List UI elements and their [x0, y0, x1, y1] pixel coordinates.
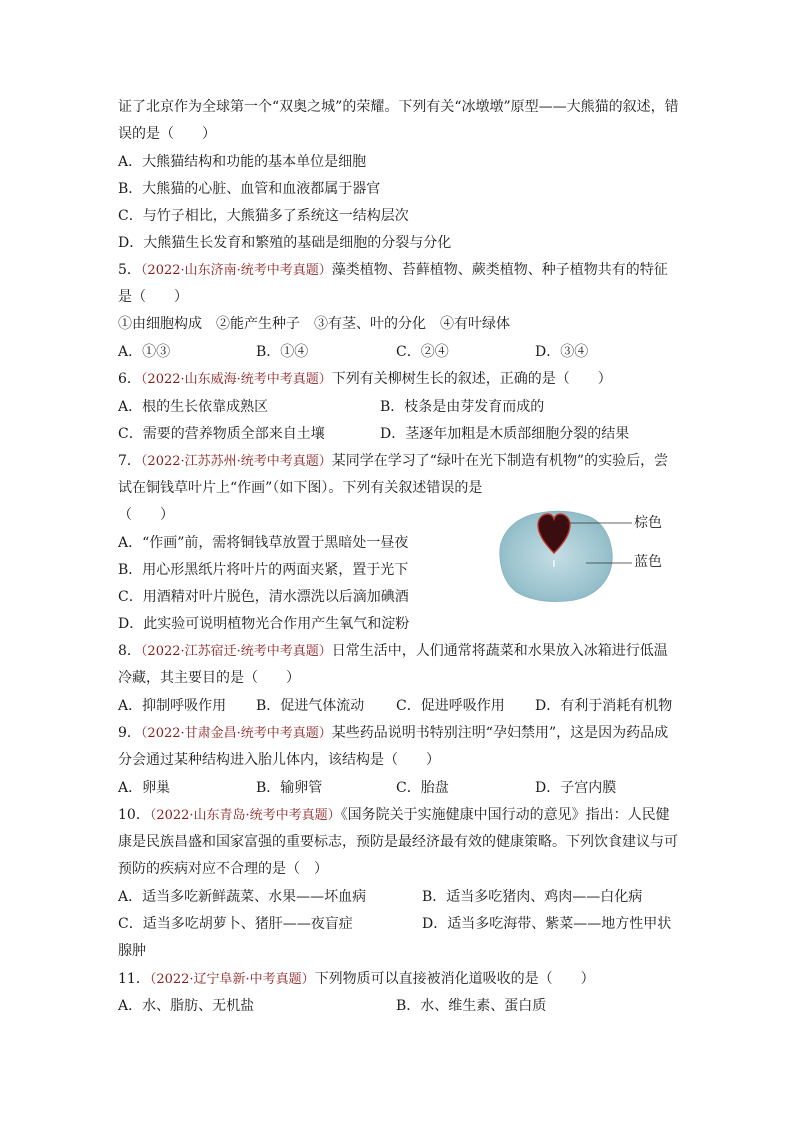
q6-option-b: B．枝条是由芽发育而成的 [380, 399, 545, 415]
q11-option-a: A．水、脂肪、无机盐 [118, 998, 255, 1014]
q8-option-a: A．抑制呼吸作用 [118, 698, 227, 714]
q9-option-c: C．胎盘 [396, 780, 449, 796]
q9-stem-line-1 [118, 723, 668, 744]
q5-stem-text: 藻类植物、苔藓植物、蕨类植物、种子植物共有的特征 [331, 262, 668, 278]
q7-option-a: A．“作画”前，需将铜钱草放置于黑暗处一昼夜 [118, 535, 409, 551]
q8-source: （2022·江苏宿迁·统考中考真题） [140, 644, 332, 659]
q8-option-b: B．促进气体流动 [256, 698, 365, 714]
q6-stem-line-1 [118, 369, 612, 390]
q5-source: （2022·山东济南·统考中考真题） [140, 263, 332, 278]
q6-stem-text: 下列有关柳树生长的叙述，正确的是（ ） [331, 371, 612, 387]
q8-option-d: D．有利于消耗有机物 [535, 698, 673, 714]
q7-stem-line-2: 试在铜钱草叶片上“作画”（如下图）。下列有关叙述错误的是 [118, 480, 483, 496]
q6-option-c: C．需要的营养物质全部来自土壤 [118, 426, 325, 442]
q8-stem-line-2: 冷藏，其主要目的是（ ） [118, 670, 300, 686]
q4-option-d: D．大熊猫生长发育和繁殖的基础是细胞的分裂与分化 [118, 235, 452, 251]
q8-stem-text: 日常生活中，人们通常将蔬菜和水果放入冰箱进行低温 [331, 643, 668, 659]
q6-source: （2022·山东威海·统考中考真题） [140, 372, 332, 387]
q5-stem-line-2: 是（ ） [118, 289, 188, 305]
q7-stem-line-1 [118, 451, 668, 472]
q5-number: 5． [118, 262, 141, 278]
q5-option-a: A．①③ [118, 344, 171, 360]
q4-option-a: A．大熊猫结构和功能的基本单位是细胞 [118, 154, 367, 170]
q8-option-c: C．促进呼吸作用 [396, 698, 505, 714]
q4-option-b: B．大熊猫的心脏、血管和血液都属于器官 [118, 181, 381, 197]
q6-number: 6． [118, 371, 141, 387]
q10-option-b: B．适当多吃猪肉、鸡肉——白化病 [422, 889, 643, 905]
q10-stem-text: 《国务院关于实施健康中国行动的意见》指出：人民健 [340, 807, 670, 823]
q4-stem-line-2: 误的是（ ） [118, 126, 216, 142]
q9-option-b: B．输卵管 [256, 780, 323, 796]
q10-option-c: C．适当多吃胡萝卜、猪肝——夜盲症 [118, 916, 353, 932]
q7-option-b: B．用心形黑纸片将叶片的两面夹紧，置于光下 [118, 562, 409, 578]
q11-stem-line-1 [118, 969, 595, 990]
q10-number: 10． [118, 807, 150, 823]
q9-stem-line-2: 分会通过某种结构进入胎儿体内，该结构是（ ） [118, 752, 440, 768]
q8-stem-line-1 [118, 641, 668, 662]
q5-stem-line-1 [118, 260, 668, 281]
q7-number: 7． [118, 453, 141, 469]
q7-option-d: D．此实验可说明植物光合作用产生氧气和淀粉 [118, 616, 410, 632]
q9-option-d: D．子宫内膜 [535, 780, 617, 796]
q11-source: （2022·辽宁阜新·中考真题） [149, 972, 315, 987]
q5-choices: ①由细胞构成 ②能产生种子 ③有茎、叶的分化 ④有叶绿体 [118, 316, 510, 332]
q7-source: （2022·江苏苏州·统考中考真题） [140, 454, 332, 469]
q9-number: 9． [118, 725, 141, 741]
q10-option-a: A．适当多吃新鲜蔬菜、水果——坏血病 [118, 889, 367, 905]
brown-color-label: 棕色 [634, 515, 662, 531]
q11-stem-text: 下列物质可以直接被消化道吸收的是（ ） [314, 971, 595, 987]
q10-option-d: D．适当多吃海带、紫菜——地方性甲状 [422, 916, 672, 932]
q9-stem-text: 某些药品说明书特别注明“孕妇禁用”，这是因为药品成 [331, 725, 669, 741]
q10-stem-line-3: 预防的疾病对应不合理的是（ ） [118, 861, 328, 877]
q6-option-d: D．茎逐年加粗是木质部细胞分裂的结果 [380, 426, 630, 442]
q9-option-a: A．卵巢 [118, 780, 171, 796]
q7-stem-text: 某同学在学习了“绿叶在光下制造有机物”的实验后，尝 [331, 453, 669, 469]
q11-number: 11． [118, 971, 150, 987]
q11-option-b: B．水、维生素、蛋白质 [396, 998, 547, 1014]
q10-source: （2022·山东青岛·统考中考真题） [149, 808, 341, 823]
q10-stem-line-1 [118, 805, 670, 826]
q6-option-a: A．根的生长依靠成熟区 [118, 399, 269, 415]
q5-option-c: C．②④ [396, 344, 449, 360]
q5-option-d: D．③④ [535, 344, 589, 360]
q7-stem-line-3: （ ） [118, 507, 174, 523]
q4-option-c: C．与竹子相比，大熊猫多了系统这一结构层次 [118, 208, 409, 224]
q4-stem-line-1: 证了北京作为全球第一个“双奥之城”的荣耀。下列有关“冰墩墩”原型——大熊猫的叙述，错 [118, 99, 679, 115]
blue-color-label: 蓝色 [634, 554, 662, 570]
q5-option-b: B．①④ [256, 344, 309, 360]
q7-leaf-figure [494, 505, 684, 605]
q10-stem-line-2: 康是民族昌盛和国家富强的重要标志，预防是最经济最有效的健康策略。下列饮食建议与可 [118, 834, 678, 850]
q10-option-d-continued: 腺肿 [118, 943, 146, 959]
q9-source: （2022·甘肃金昌·统考中考真题） [140, 726, 332, 741]
q8-number: 8． [118, 643, 141, 659]
q7-option-c: C．用酒精对叶片脱色，清水漂洗以后滴加碘酒 [118, 589, 409, 605]
